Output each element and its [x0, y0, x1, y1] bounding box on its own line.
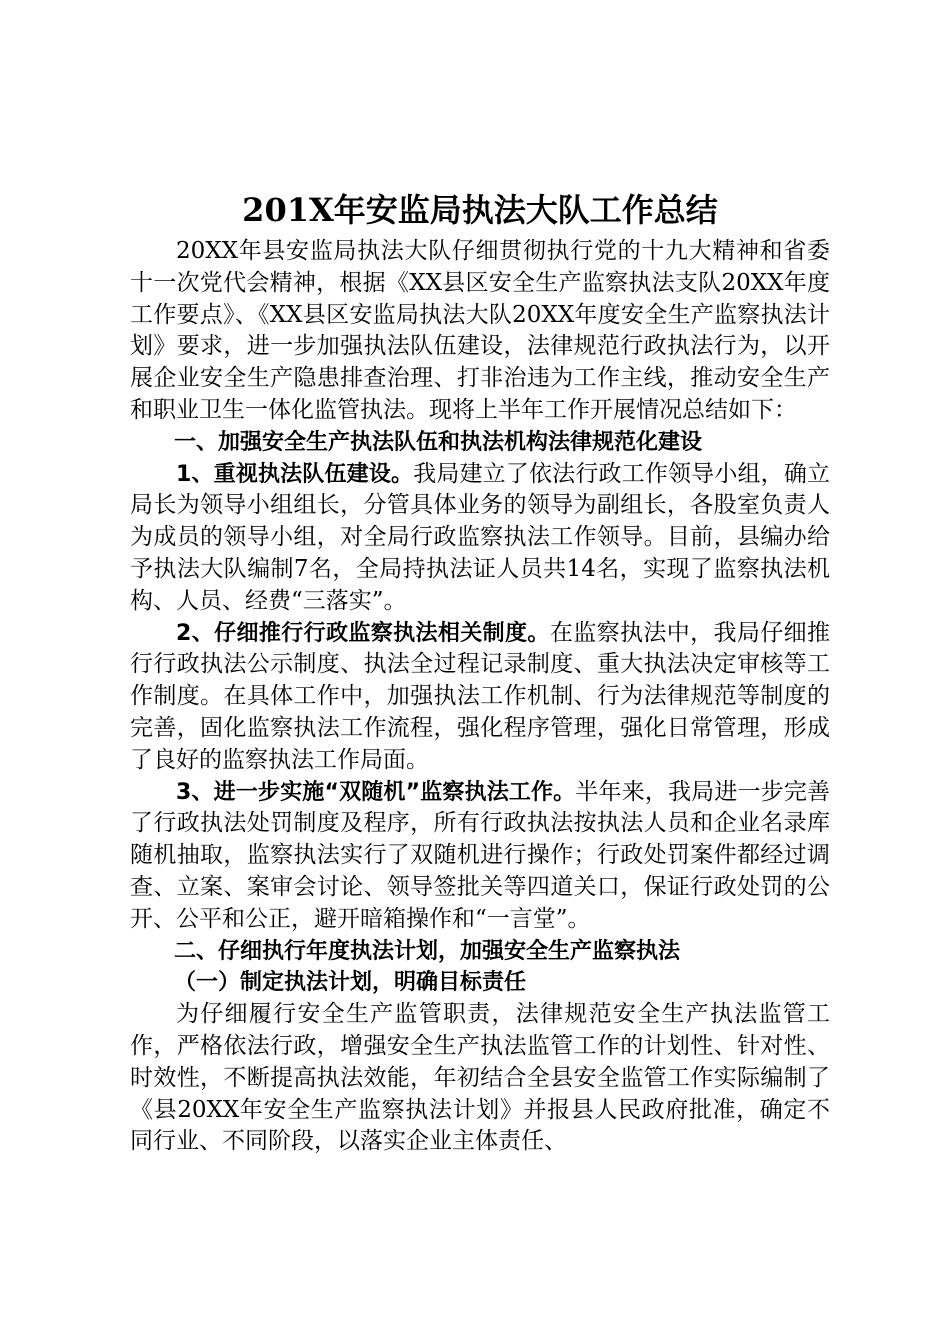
item-3-body: 半年来，我局进一步完善了行政执法处罚制度及程序，所有行政执法按执法人员和企业名录库随机抽取，监察执法实行了双随机进行操作；行政处罚案件都经过调查、立案、案审会讨论、领导签批关等四道关口，保证行政处罚的公开、公平和公正，避开暗箱操作和“一言堂”。 [130, 778, 831, 932]
item-1-paragraph [130, 459, 830, 618]
document-title: 201X年安监局执法大队工作总结 [242, 191, 718, 229]
item-2-lead: 2、仔细推行行政监察执法相关制度。 [176, 620, 550, 646]
intro-paragraph: 20XX年县安监局执法大队仔细贯彻执行党的十九大精神和省委十一次党代会精神，根据《XX县区安全生产监察执法支队20XX年度工作要点》、《XX县区安监局执法大队20XX年度安全生产监察执法计划》要求，进一步加强执法队伍建设，法律规范行政执法行为，以开展企业安全生产隐患排查治理、打非治违为工作主线，推动安全生产和职业卫生一体化监管执法。现将上半年工作开展情况总结如下： [130, 238, 830, 423]
item-2-body: 在监察执法中，我局仔细推行行政执法公示制度、执法全过程记录制度、重大执法决定审核等工作制度。在具体工作中，加强执法工作机制、行为法律规范等制度的完善，固化监察执法工作流程，强化程序管理，强化日常管理，形成了良好的监察执法工作局面。 [130, 619, 831, 773]
item-2-paragraph [130, 618, 830, 777]
item-1-body: 我局建立了依法行政工作领导小组，确立局长为领导小组组长，分管具体业务的领导为副组长，各股室负责人为成员的领导小组，对全局行政监察执法工作领导。目前，县编办给予执法大队编制7名，全局持执法证人员共14名，实现了监察执法机构、人员、经费“三落实”。 [130, 460, 831, 614]
subsection-1-paragraph: 为仔细履行安全生产监管职责，法律规范安全生产执法监管工作，严格依法行政，增强安全生产执法监管工作的计划性、针对性、时效性，不断提高执法效能，年初结合全县安全监管工作实际编制了《县20XX年安全生产监察执法计划》并报县人民政府批准，确定不同行业、不同阶段，以落实企业主体责任、 [130, 1001, 830, 1155]
document-page [130, 186, 830, 1158]
item-3-paragraph [130, 777, 830, 936]
section-1-heading: 一、加强安全生产执法队伍和执法机构法律规范化建设 [174, 429, 703, 455]
item-3-lead: 3、进一步实施“双随机”监察执法工作。 [176, 779, 576, 805]
subsection-1-heading: （一）制定执法计划，明确目标责任 [174, 970, 527, 996]
section-2-heading: 二、仔细执行年度执法计划，加强安全生产监察执法 [174, 938, 681, 964]
item-1-lead: 1、重视执法队伍建设。 [176, 461, 414, 487]
